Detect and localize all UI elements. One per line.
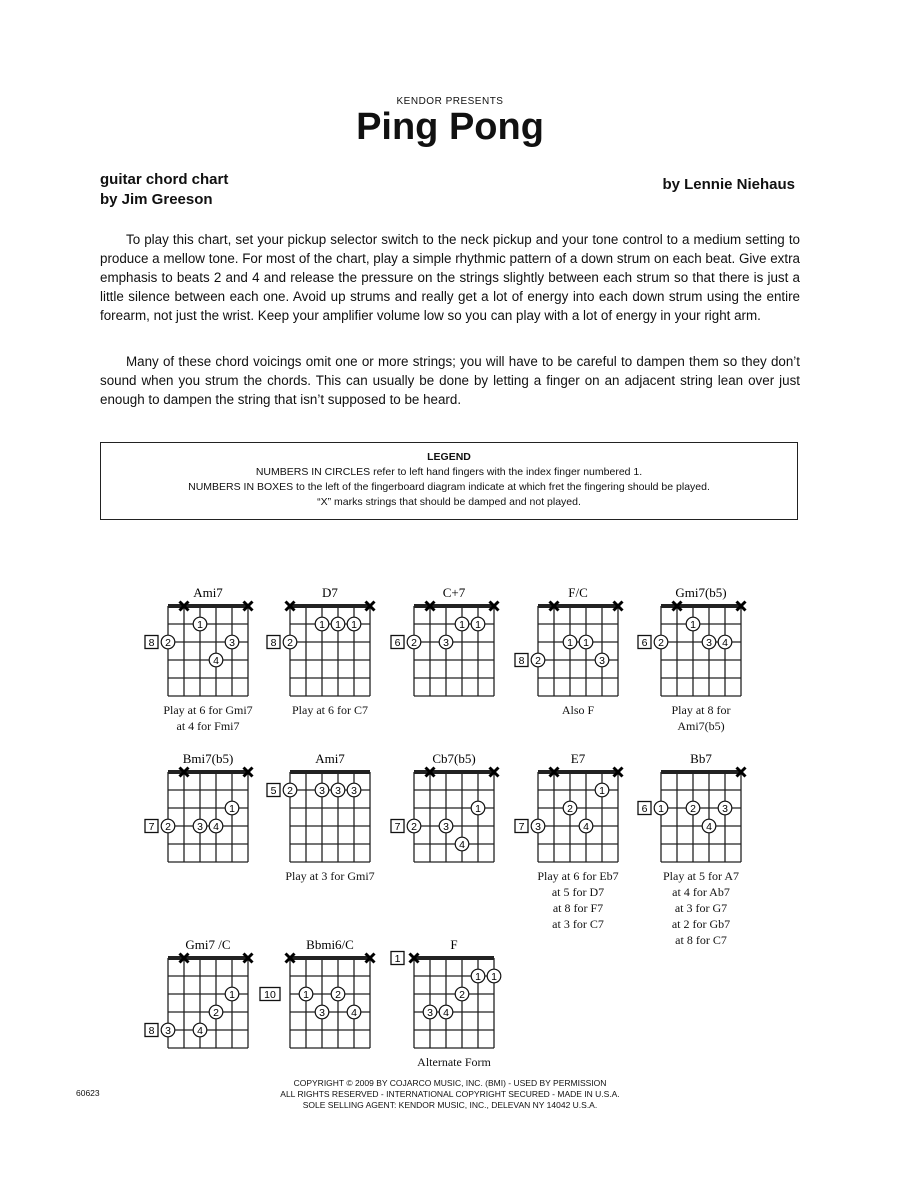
finger-dot — [225, 801, 239, 815]
finger-dot — [161, 819, 175, 833]
finger-dot — [654, 635, 668, 649]
finger-dot — [331, 617, 345, 631]
composer-credit: by Lennie Niehaus — [662, 176, 795, 193]
chord-caption-line: at 2 for Gb7 — [671, 917, 731, 931]
svg-text:4: 4 — [197, 1024, 203, 1037]
svg-text:5: 5 — [270, 784, 277, 797]
chord-caption-line: at 4 for Fmi7 — [176, 719, 240, 733]
svg-text:3: 3 — [229, 636, 235, 649]
svg-text:3: 3 — [351, 784, 357, 797]
finger-dot — [315, 617, 329, 631]
fret-number-box — [145, 820, 158, 833]
chord-name: Bbmi6/C — [306, 937, 354, 952]
svg-text:1: 1 — [303, 988, 309, 1001]
catalog-number: 60623 — [76, 1088, 100, 1098]
svg-text:7: 7 — [394, 820, 401, 833]
fret-number-box — [638, 636, 651, 649]
chord-caption-line: Play at 3 for Gmi7 — [285, 869, 375, 883]
legend-line-2: NUMBERS IN BOXES to the left of the fingerboard diagram indicate at which fret the fingering should be played. — [188, 481, 710, 493]
chord-fretboard — [518, 585, 618, 696]
svg-text:1: 1 — [459, 618, 465, 631]
svg-text:4: 4 — [706, 820, 712, 833]
svg-text:3: 3 — [443, 820, 449, 833]
fret-number-box — [267, 784, 280, 797]
chord-caption — [255, 702, 405, 718]
chord-name: Gmi7(b5) — [675, 585, 727, 600]
svg-text:8: 8 — [518, 654, 525, 667]
chord-fretboard — [641, 585, 741, 696]
chord-caption — [626, 702, 776, 734]
svg-text:3: 3 — [722, 802, 728, 815]
svg-text:1: 1 — [690, 618, 696, 631]
finger-dot — [563, 635, 577, 649]
instructions-paragraph-1: To play this chart, set your pickup selector switch to the neck pickup and your tone control to a medium setting to produce a mellow tone. For most of the chart, play a simple rhythmic pattern of a down strum on each beat. Give extra emphasis to beats 2 and 4 and release the pressure on the strings slightly between each strum so that there is just a little silence between each one. Avoid up strums and really get a lot of energy into each down strum using the entire forearm, not just the wrist. Keep your amplifier volume low so you can play with a lot of energy in your right arm. — [100, 232, 800, 323]
svg-text:2: 2 — [411, 636, 417, 649]
finger-dot — [193, 617, 207, 631]
chord-caption-line: at 5 for D7 — [551, 885, 605, 899]
svg-text:2: 2 — [658, 636, 664, 649]
fret-number-box — [391, 636, 404, 649]
fret-number-box — [267, 636, 280, 649]
svg-text:3: 3 — [165, 1024, 171, 1037]
svg-text:4: 4 — [213, 654, 219, 667]
svg-text:2: 2 — [567, 802, 573, 815]
finger-dot — [283, 783, 297, 797]
finger-dot — [315, 1005, 329, 1019]
chord-caption-line: at 8 for C7 — [675, 933, 727, 947]
fret-number-box — [391, 820, 404, 833]
svg-text:3: 3 — [197, 820, 203, 833]
svg-text:1: 1 — [475, 802, 481, 815]
chord-caption-line: Play at 6 for Gmi7 — [163, 703, 253, 717]
finger-dot — [702, 819, 716, 833]
chord-caption-line: Play at 8 for — [671, 703, 731, 717]
legend-line-1: NUMBERS IN CIRCLES refer to left hand fingers with the index finger numbered 1. — [255, 466, 643, 478]
chord-name: C+7 — [442, 585, 466, 600]
svg-text:3: 3 — [319, 784, 325, 797]
chord-fretboard — [394, 751, 494, 862]
fret-number-box — [515, 820, 528, 833]
finger-dot — [471, 969, 485, 983]
svg-text:4: 4 — [351, 1006, 357, 1019]
finger-dot — [531, 819, 545, 833]
chord-caption — [379, 1054, 529, 1070]
svg-text:1: 1 — [658, 802, 664, 815]
fret-number-box — [638, 802, 651, 815]
finger-dot — [654, 801, 668, 815]
svg-text:1: 1 — [491, 970, 497, 983]
finger-dot — [193, 1023, 207, 1037]
chord-caption-line: at 4 for Ab7 — [672, 885, 730, 899]
finger-dot — [718, 801, 732, 815]
chord-caption-line: at 3 for C7 — [552, 917, 604, 931]
svg-text:3: 3 — [335, 784, 341, 797]
fret-number-box — [391, 952, 404, 965]
finger-dot — [209, 819, 223, 833]
finger-dot — [439, 1005, 453, 1019]
svg-text:2: 2 — [287, 636, 293, 649]
svg-text:1: 1 — [475, 970, 481, 983]
svg-text:1: 1 — [229, 802, 235, 815]
finger-dot — [225, 635, 239, 649]
svg-text:10: 10 — [264, 988, 276, 1001]
chord-caption-line: Ami7(b5) — [677, 719, 725, 733]
svg-text:3: 3 — [319, 1006, 325, 1019]
chord-caption — [255, 868, 405, 884]
chord-name: Bb7 — [690, 751, 712, 766]
svg-text:2: 2 — [287, 784, 293, 797]
copyright-line-2: ALL RIGHTS RESERVED - INTERNATIONAL COPYRIGHT SECURED - MADE IN U.S.A. — [280, 1089, 620, 1099]
finger-dot — [595, 783, 609, 797]
legend-heading: LEGEND — [427, 451, 471, 463]
finger-dot — [455, 837, 469, 851]
copyright-line-1: COPYRIGHT © 2009 BY COJARCO MUSIC, INC. (BMI) - USED BY PERMISSION — [293, 1078, 607, 1088]
finger-dot — [487, 969, 501, 983]
finger-dot — [718, 635, 732, 649]
chord-name: Gmi7 /C — [185, 937, 231, 952]
finger-dot — [407, 819, 421, 833]
svg-text:7: 7 — [518, 820, 525, 833]
chord-fretboard — [641, 751, 741, 862]
svg-text:3: 3 — [443, 636, 449, 649]
svg-text:4: 4 — [213, 820, 219, 833]
finger-dot — [407, 635, 421, 649]
finger-dot — [331, 987, 345, 1001]
finger-dot — [455, 617, 469, 631]
svg-text:2: 2 — [165, 636, 171, 649]
finger-dot — [347, 783, 361, 797]
chord-fretboard — [394, 585, 494, 696]
legend-box — [100, 442, 798, 520]
svg-text:4: 4 — [722, 636, 728, 649]
svg-text:7: 7 — [148, 820, 155, 833]
finger-dot — [471, 801, 485, 815]
page-title: Ping Pong — [356, 106, 544, 148]
chord-name: Ami7 — [315, 751, 345, 766]
fret-number-box — [260, 988, 280, 1001]
chord-fretboard — [518, 751, 618, 862]
svg-text:8: 8 — [148, 636, 155, 649]
svg-text:2: 2 — [213, 1006, 219, 1019]
fret-number-box — [145, 636, 158, 649]
svg-text:1: 1 — [229, 988, 235, 1001]
finger-dot — [209, 1005, 223, 1019]
chord-name: D7 — [322, 585, 338, 600]
legend-line-3: “X” marks strings that should be damped and not played. — [317, 496, 581, 508]
chord-fretboard — [148, 751, 248, 862]
chord-caption — [626, 868, 776, 948]
finger-dot — [702, 635, 716, 649]
fret-number-box — [145, 1024, 158, 1037]
svg-text:4: 4 — [443, 1006, 449, 1019]
chord-fretboard — [148, 585, 248, 696]
finger-dot — [423, 1005, 437, 1019]
svg-text:1: 1 — [351, 618, 357, 631]
finger-dot — [283, 635, 297, 649]
svg-text:2: 2 — [335, 988, 341, 1001]
finger-dot — [193, 819, 207, 833]
fret-number-box — [515, 654, 528, 667]
chord-caption-line: at 8 for F7 — [552, 901, 604, 915]
finger-dot — [331, 783, 345, 797]
svg-text:1: 1 — [197, 618, 203, 631]
finger-dot — [531, 653, 545, 667]
finger-dot — [161, 1023, 175, 1037]
svg-text:4: 4 — [583, 820, 589, 833]
svg-text:3: 3 — [599, 654, 605, 667]
svg-text:3: 3 — [427, 1006, 433, 1019]
svg-text:8: 8 — [148, 1024, 155, 1037]
finger-dot — [347, 617, 361, 631]
chord-name: F/C — [568, 585, 588, 600]
finger-dot — [579, 819, 593, 833]
chord-name: Cb7(b5) — [432, 751, 476, 766]
copyright-footer — [0, 1078, 900, 1111]
finger-dot — [439, 819, 453, 833]
chord-caption-line: Play at 6 for Eb7 — [537, 869, 619, 883]
svg-text:1: 1 — [319, 618, 325, 631]
finger-dot — [686, 801, 700, 815]
chord-caption-line: at 3 for G7 — [674, 901, 728, 915]
finger-dot — [299, 987, 313, 1001]
svg-text:1: 1 — [599, 784, 605, 797]
svg-text:6: 6 — [641, 636, 648, 649]
finger-dot — [455, 987, 469, 1001]
chord-fretboard — [270, 751, 370, 862]
finger-dot — [347, 1005, 361, 1019]
copyright-line-3: SOLE SELLING AGENT: KENDOR MUSIC, INC., DELEVAN NY 14042 U.S.A. — [302, 1100, 598, 1110]
arranger-credit — [100, 170, 228, 210]
svg-text:1: 1 — [394, 952, 401, 965]
chord-caption-line: Play at 6 for C7 — [292, 703, 368, 717]
finger-dot — [161, 635, 175, 649]
chord-caption-line: Also F — [561, 703, 595, 717]
finger-dot — [686, 617, 700, 631]
chord-name: Bmi7(b5) — [182, 751, 234, 766]
svg-text:2: 2 — [411, 820, 417, 833]
svg-text:1: 1 — [335, 618, 341, 631]
chord-fretboard — [270, 585, 370, 696]
chord-fretboard — [394, 937, 497, 1048]
finger-dot — [225, 987, 239, 1001]
svg-text:3: 3 — [706, 636, 712, 649]
svg-text:2: 2 — [535, 654, 541, 667]
svg-text:1: 1 — [475, 618, 481, 631]
svg-text:1: 1 — [583, 636, 589, 649]
finger-dot — [315, 783, 329, 797]
chord-caption-line: Alternate Form — [417, 1055, 491, 1069]
svg-text:2: 2 — [459, 988, 465, 1001]
presents-label: KENDOR PRESENTS — [396, 96, 504, 107]
chord-caption-line: Play at 5 for A7 — [663, 869, 739, 883]
svg-text:8: 8 — [270, 636, 277, 649]
finger-dot — [471, 617, 485, 631]
chord-fretboard — [148, 937, 248, 1048]
finger-dot — [563, 801, 577, 815]
finger-dot — [209, 653, 223, 667]
arranger-line-2: by Jim Greeson — [100, 191, 213, 208]
svg-text:6: 6 — [394, 636, 401, 649]
arranger-line-1: guitar chord chart — [100, 171, 229, 188]
svg-text:4: 4 — [459, 838, 465, 851]
svg-text:2: 2 — [690, 802, 696, 815]
instructions-paragraph-2: Many of these chord voicings omit one or more strings; you will have to be careful to dampen them so they don’t sound when you strum the chords. This can usually be done by letting a finger on an adjacent string lean over just enough to dampen the string that isn’t supposed to be heard. — [100, 354, 800, 407]
chord-name: E7 — [570, 751, 586, 766]
chord-name: Ami7 — [193, 585, 223, 600]
svg-text:2: 2 — [165, 820, 171, 833]
svg-text:1: 1 — [567, 636, 573, 649]
finger-dot — [579, 635, 593, 649]
chord-name: F — [450, 937, 458, 952]
chord-fretboard — [264, 937, 370, 1048]
finger-dot — [595, 653, 609, 667]
svg-text:3: 3 — [535, 820, 541, 833]
svg-text:6: 6 — [641, 802, 648, 815]
finger-dot — [439, 635, 453, 649]
